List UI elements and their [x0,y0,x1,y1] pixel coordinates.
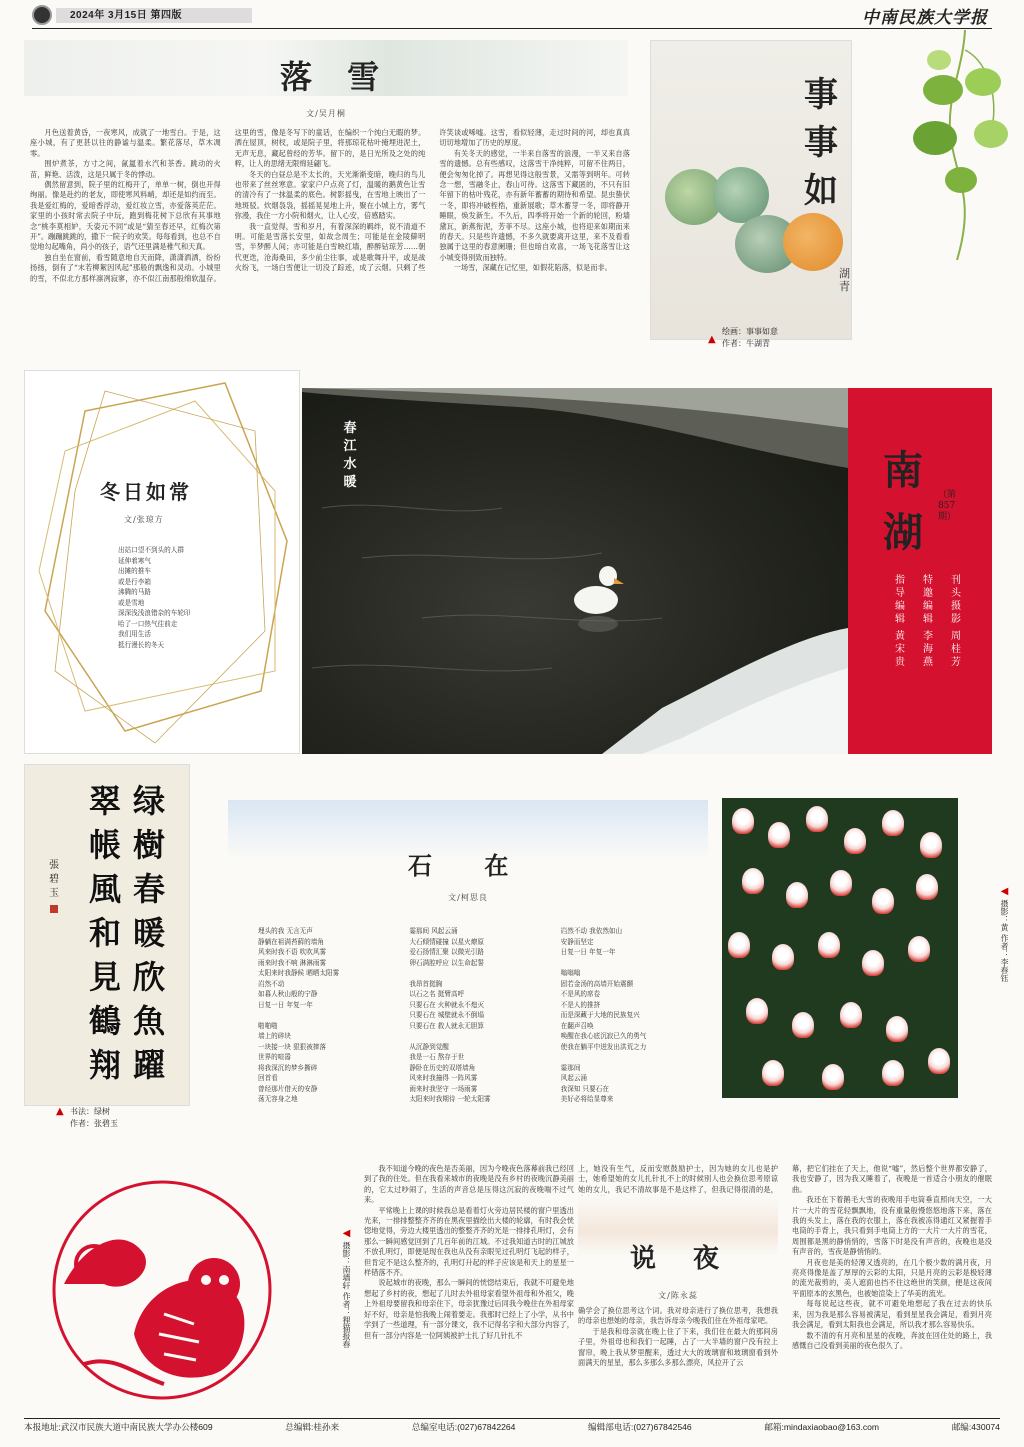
stanza-break [409,1031,546,1042]
poem-line: 埋头的我 无言无声 [258,927,313,935]
caption-author: 作者：牛湖青 [722,339,770,348]
footer-office-phone: 总编室电话:(027)67842264 [411,1422,516,1432]
supplement-issue-number: （第857期） [938,490,957,522]
shuoye-column-b-bottom [578,1306,778,1416]
painting-calligraphy: 事事如 [804,75,838,211]
tulip-flower [882,810,904,836]
footer-edit-phone: 编辑部电话:(027)67842546 [588,1422,692,1432]
poem-line: 而是深藏于大地的民族复兴 [560,1011,640,1019]
poem-line: 曾经那片借天的安静 [258,1084,318,1093]
poem-line: 回首看 [258,1074,278,1082]
stanza-break [258,1010,395,1021]
poem-line: 出站口望不到头的人群 [118,546,184,554]
poem-line: 从沉静到觉醒 [409,1042,449,1051]
poem-line: 日复一日 年复一年 [560,948,616,956]
poem-line: 美好必将给显尊来 [560,1095,614,1103]
article-paragraph: 平常晚上上课的时候我总是看着灯火旁边居民楼的窗户里透出光来，一排排整整齐齐的在黑夜里描绘出大楼的轮廓，有时我会恍惚地觉得，旁边大楼里透出的整整齐齐的光是一排排孔明灯，会有那么一瞬间感觉回到了几百年前的江城。不过我知道古时的江城放不放孔明灯，即便是现在我也从没有亲眼见过孔明灯飞起的样子，但肯定不是这么整齐的，孔明灯升起的样子应该是和天上的星星一样错落不齐。 [364,1205,574,1278]
footer-chief-editor: 总编辑:桂孙来 [285,1422,340,1432]
lake-scene [302,388,848,754]
poem-line: 岿然不动 我依然如山 [560,927,623,935]
poem-line: 墙上的碎块 [258,1032,291,1040]
poem-line: 沸腾的马路 [118,588,151,596]
poem-line: 风来时我撞得 一阵风雾 [409,1074,478,1082]
credit-role: 刊头摄影 [951,575,961,625]
article-paragraph: 我不知道今晚的夜色是否美丽，因为今晚夜色落幕前我已经回到了我的住处。但在我看来城市的夜晚是没有乡村的夜晚沉静美丽的，它太过吵闹了，生活的声音总是压得这沉寂的夜晚喘不过气来。 [364,1164,574,1205]
poem-line: 卵石满腔呼应 以生命起誓 [409,958,484,967]
poem-line: 雨来时我不响 淋淋雨雾 [258,958,327,967]
article-paragraph: 有关冬天的感觉，一半来自落雪的浪漫，一半又来自落雪的遗憾。总有些感叹，这落雪干净纯粹，可留不住两日，便会匆匆化掉了。再想见得这般雪景，又需等到明年。可转念一想，雪融冬止，春山可待。这落雪下藏匿的，不只有旧年留下的枯叶残花，亦有新年蓄蓄的期待和希望。昆虫蛰伏一冬，即将冲破桎梏，重新展歌；草木蓄芽一冬，即将静开睡眼，焕发新生。不久后，四季将开始一个新的轮回，粉墙黛瓦，新燕衔泥，芳菲不尽。这座小城，也将迎来如期而来的春天。只是些许遗憾，不多久就要离开这里，来不及看看独属于这里的春意阑珊；但也暗自欢喜，一场飞花落雪让这小城变得别致而独特。 [439,148,630,262]
credit-role: 特邀编辑 [923,575,933,625]
poem-line: 太阳来时我静候 晒晒太阳雾 [258,969,340,977]
shizai-byline: 文/柯思良 [448,893,488,902]
tulip-flower [818,932,840,958]
poem-line: 或是行李箱 [118,577,151,586]
credit-name: 黄宋贵 [895,631,905,668]
issue-date-bar: 2024年 3月15日 第四版 [56,8,252,23]
persimmon-painting [650,40,852,340]
poem-line: 唤醒在我心底沉寂已久的勇气 [560,1032,647,1040]
article-paragraph: 每每说起这些夜，就不可避免地想起了我在过去的快乐来，因为我是那么容易被满足，看到星星我会满足，看到月亮我会满足，看到太阳我也会满足，所以我才那么容易快乐。 [792,1299,992,1330]
article-paragraph: 我一直觉得，雪和岁月，有着深深的羁绊，说不清道不明。可能是雪落长安里，如故念周生；可能是在金陵僻明雪，半梦醉人间；亦可能是白雪映红墙，醉醉钻琼芳……朝代更迭，沧海桑田，多少前尘往事，或是歌舞升平，或是战火纷飞，一场白雪便让一切没了踪迹，成了云烟。只剩了些许笑谈或唏嘘。这雪，看似轻薄，走过时间的河，却也真真切切地增加了历史的厚度。 [234,128,630,273]
poem-column [561,926,698,1105]
poem-column [258,926,395,1105]
dongri-title: 冬日如常 [100,480,192,504]
poem-line: 爱石扬情汇聚 以微光引路 [409,948,484,956]
article-paragraph: 确学会了换位思考这个词。我对母亲进行了换位思考，我想我的母亲也想她的母亲，我告诉母亲今晚我们住在外祖母家吧。 [578,1306,778,1326]
poem-line: 以石之名 挺臂高呼 [409,990,465,998]
credit-name: 李海燕 [923,631,933,668]
tulip-flower [806,806,828,832]
caption-triangle-icon: ▲ [56,1106,64,1117]
dongri-poem [118,545,268,650]
poem-line: 出摊的推车 [118,567,151,575]
shuoye-title: 说 夜 [630,1244,734,1274]
page-footer [24,1418,1000,1436]
tulip-flower [742,868,764,894]
tulip-flower [908,936,930,962]
tulip-caption [966,886,1010,982]
caption-triangle-icon: ◀ [999,886,1010,897]
tulip-flower [768,822,790,848]
tulip-flower [840,1002,862,1028]
article-paragraph: 数不清的有月亮和星星的夜晚，奔波在回住处的路上，我感慨自己没看到美丽的夜色很久了。 [792,1330,992,1350]
poem-line: 我们用生活 [118,630,151,638]
tulip-flower [916,874,938,900]
supplement-name: 南湖 [883,447,923,556]
calligraphy-column: 翠帳風和見鶴翔 [88,782,121,1084]
orange-persimmon [783,213,843,271]
poem-line: 啪啪啪 [258,1021,278,1030]
poem-line: 霎那间 [560,1063,581,1072]
stanza-break [561,958,698,969]
calligraphy-caption [56,1106,118,1130]
poem-line: 我深知 只要石在 [560,1084,609,1093]
poem-line: 在翻声召唤 [560,1021,594,1030]
tulip-photo [722,798,958,1098]
lake-photo-caption: 春江水暖 [343,421,357,490]
article-paragraph: 围炉煮茶，方寸之间，氤氲着水汽和茶香。跳动的火苗，鲜艳、活泼，这是只属于冬的悸动。 [30,159,221,179]
ivy-vine-icon [905,30,1015,260]
poem-line: 风起云涌 [560,1074,588,1082]
poem-line: 世界的喧嚣 [258,1053,291,1061]
article-paragraph: 说起城市的夜晚，那么一瞬间的恍惚结束后，我就不可避免地想起了乡村的夜，想起了儿时去外祖母家看望外祖母和外祖父，晚上外祖母要留我和母亲住下，母亲犹豫过后同我今晚住在外祖母家好不好，母亲是怕我晚上闹着要走。我那时已经上了小学，从书中学到了一些道理，有一部分课文，我不记得名字和大部分内容了，但有一部分内容是一位阿姨被护士扎了好几针扎不 [364,1278,574,1340]
poem-line: 风来时我不语 吹吹风雾 [258,948,327,956]
caption-title: 摄影：黄 [1000,899,1009,932]
tulip-flower [886,1016,908,1042]
poem-line: 不是风的席卷 [560,990,601,998]
tulip-flower [792,1012,814,1038]
tulip-flower [920,832,942,858]
tulip-flower [862,950,884,976]
poem-line: 岿然不动 [258,979,285,988]
papercut-caption [306,1228,352,1348]
tiger-papercut-art [24,1164,300,1416]
credit-name: 周桂芳 [951,631,961,668]
poem-line: 安静而坚定 [560,937,594,946]
caption-title: 摄影：南墙轩 [342,1241,351,1290]
caption-title: 绘画：事事如意 [722,327,778,336]
stanza-break [409,968,546,979]
tulip-flower [822,1064,844,1090]
newspaper-masthead: 中南民族大学报 [862,8,988,28]
article-paragraph: 冬天的白昼总是不太长的，天光渐渐变暗，晚归的鸟儿也带来了丝丝寒意。家家户户点亮了灯，温暖的鹅黄色让雪的清冷有了一抹温柔的底色。树影摇曳，在雪地上映出了一地斑驳。炊烟袅袅，摇摇晃晃地上升，聚在小城上方，雾气弥漫，我住一方小院和烟火，让人心安，倍感踏实。 [234,169,426,221]
poem-line: 如暮人秋山般的宁静 [258,990,318,998]
poem-line: 霎那间 风起云涌 [409,927,458,935]
poem-line: 不是人的推挤 [560,1000,601,1009]
poem-line: 我昂首挺胸 [409,979,443,988]
poem-line: 或是雪地 [118,598,145,607]
poem-line: 一块接一块 狠狠被摔落 [258,1042,327,1051]
tulip-flower [732,808,754,834]
article-paragraph: 偶然留意到，院子里的红梅开了，单单一树，倒也开得绚丽。像是赴约的老友，即使寒风料峭，却还是如约而至。我是爱红梅的，爱暗香浮动，爱红妆立雪，亦爱落英茫茫。家里的小孩时常去院子中玩，跑到梅花树下总欣有其事地念“桃李莫相妒，夭姿元不同”或是“猜至春还早，红梅次第开”。蹦蹦跳跳的，撒下一院子的欢笑。每每看到，也总不自觉地勾起嘴角，尚小的孩子，语气还里满是稚气和天真。 [30,180,221,252]
poem-line: 只要石在 救人就永无胆算 [409,1021,484,1030]
footer-email: 邮箱:mindaxiaobao@163.com [764,1422,880,1432]
tulip-flower [746,998,768,1024]
article-paragraph: 月夜也是美的轻薄又透亮的，在几个极少数的满月夜，月亮亮得像是盖了厚厚的云彩的太阳，只是月亮的云彩是极轻薄的流光裁剪的，美人遮面也挡不住这绝世的笑颜，便是这夜间平面原本的玄黑色，也被她渲染上了华美的流光。 [792,1257,992,1298]
poem-line: 大石倾情碰撞 以星火燎原 [409,937,484,946]
article-paragraph: 独自坐在窗前，看雪随意地自天而降，潇潇洒洒，纷纷扬扬，倒有了“末若柳絮因风起”那般的飘逸和灵动。小城里的雪，不似北方那样凛冽寂寥，亦不似江南那般绵软温存。这里的雪，像是冬写下的童话，在编织一个纯白无暇的梦。洒在屋顶，树杈，或是院子里，将那琼花枯叶掩埋进泥土，无声无息，藏起曾经的芳华。留下的，是日光所及之处的纯粹，让人的思绪无限绵延翩飞。 [30,128,426,283]
article-paragraph: 一场雪，深藏在记忆里，如假花陷落，似是而非。 [453,263,612,273]
tulip-flower [728,932,750,958]
poem-line: 静卧在历史的双塔墙角 [409,1063,476,1072]
lake-duck-photo [302,388,848,754]
poem-line: 静躺在祖满苔藓的墙角 [258,937,324,946]
dongri-byline: 文/张琼方 [124,515,164,524]
footer-address: 本报地址:武汉市民族大道中南民族大学办公楼609 [24,1422,213,1432]
article-paragraph: 上，她没有生气，反而安慰鼓励护士，因为她的女儿也是护士，她希望她的女儿扎针扎不上的时候别人也会换位思考原谅她的女儿，我记不清故事是不是这样了，但我记得很清的是， [578,1164,778,1194]
poem-line: 太阳来时我期待 一轮太阳雾 [409,1095,491,1103]
calligraphy-artwork [24,764,190,1106]
article-paragraph: 于是我和母亲就在晚上住了下来，我们住在最大的那间房子里，外祖母也和我们一起睡，占了一大半墙的窗户没有拉上窗帘，晚上我从梦里醒来，透过大大的玻璃窗和玻璃窗看到外面满天的星星，那么多那么多那么漂亮，风拉开了云 [578,1326,778,1368]
school-emblem-icon [32,5,52,25]
poem-column [409,926,546,1105]
red-seal-icon [50,905,58,913]
caption-author: 作者：狸猫报春 [342,1292,351,1349]
luoxue-article-body [30,128,630,360]
poem-line: 固若金汤的高墙开始震颤 [560,979,634,988]
tulip-flower [762,1060,784,1086]
poem-line: 抵行漫长的冬天 [118,640,165,649]
article-paragraph: 我还在下着鹅毛大雪的夜晚用手电筒垂直照向天空，一大片一大片的雪花轻飘飘地，没有重量般慢悠悠地落下来，落在我的头发上，落在我的衣服上，落在我被冻得通红又紧握着手电筒的手背上，我只看到手电筒上方的一大片一大片的雪花，周围都是黑的静悄悄的，雪落下时是没有声音的，夜晚也是没有声音的，雪夜是静悄悄的。 [792,1195,992,1257]
tulip-flower [786,882,808,908]
poem-line: 哈了一口热气往前走 [118,619,178,628]
poem-line: 日复一日 年复一年 [258,1000,313,1009]
poem-line: 延伸着寒气 [118,556,151,565]
article-paragraph: 月色送着黄昏，一夜寒风，成就了一地雪白。于是，这座小城，有了更甚以往的静谧与温柔。繁花落尽，草木凋零。 [30,128,221,158]
poem-line: 只要石在 城壁就永不倒塌 [409,1011,484,1019]
luoxue-byline: 文/吴月桐 [306,109,346,118]
poem-line: 雨来时我坚守 一场雨雾 [409,1084,478,1093]
painting-caption [708,326,778,350]
shuoye-column-c [792,1164,992,1416]
article-paragraph: 幕，把它们挂在了天上，他说“嘘”，然后整个世界都安静了，我也安静了，因为我又睡着了，夜晚是一首适合小朋友的催眠曲。 [792,1164,992,1194]
caption-title: 书法：绿树 [70,1107,110,1116]
caption-triangle-icon: ▲ [708,334,716,345]
tulip-flower [882,1060,904,1086]
caption-author: 作者：张碧玉 [70,1119,118,1128]
poem-line: 将我深沉的梦乡撕碎 [258,1063,318,1072]
painting-signature: 湖青 [839,267,850,293]
calligraphy-signature: 張碧玉 [49,860,59,899]
tulip-flower [844,828,866,854]
caption-author: 作者：李春钰 [1000,934,1009,983]
header-rule [32,28,992,29]
calligraphy-column: 绿樹春暖欣魚躍 [132,782,165,1084]
credit-role: 指导编辑 [895,575,905,625]
luoxue-title: 落 雪 [280,58,392,96]
poem-line: 荡无容身之地 [258,1095,298,1103]
stanza-break [561,1052,698,1063]
tulip-flower [928,1048,950,1074]
poem-line: 只要石在 火种就永不熄灭 [409,1000,484,1009]
tulip-flower [830,870,852,896]
footer-postcode: 邮编:430074 [951,1422,1000,1432]
tulip-flower [872,888,894,914]
caption-triangle-icon: ◀ [341,1228,352,1239]
shuoye-column-a [364,1164,574,1416]
poem-line: 我是一石 熬存于世 [409,1053,465,1061]
poem-line: 使我在躺平中迸发出洪荒之力 [560,1042,647,1051]
shuoye-byline: 文/陈永蕊 [658,1291,698,1300]
poem-line: 深深浅浅浪错杂的车轮印 [118,609,191,617]
shizai-poem [258,926,698,1105]
shizai-title: 石 在 [408,851,531,880]
poem-line: 嗡嗡嗡 [560,969,581,977]
tulip-flower [772,944,794,970]
